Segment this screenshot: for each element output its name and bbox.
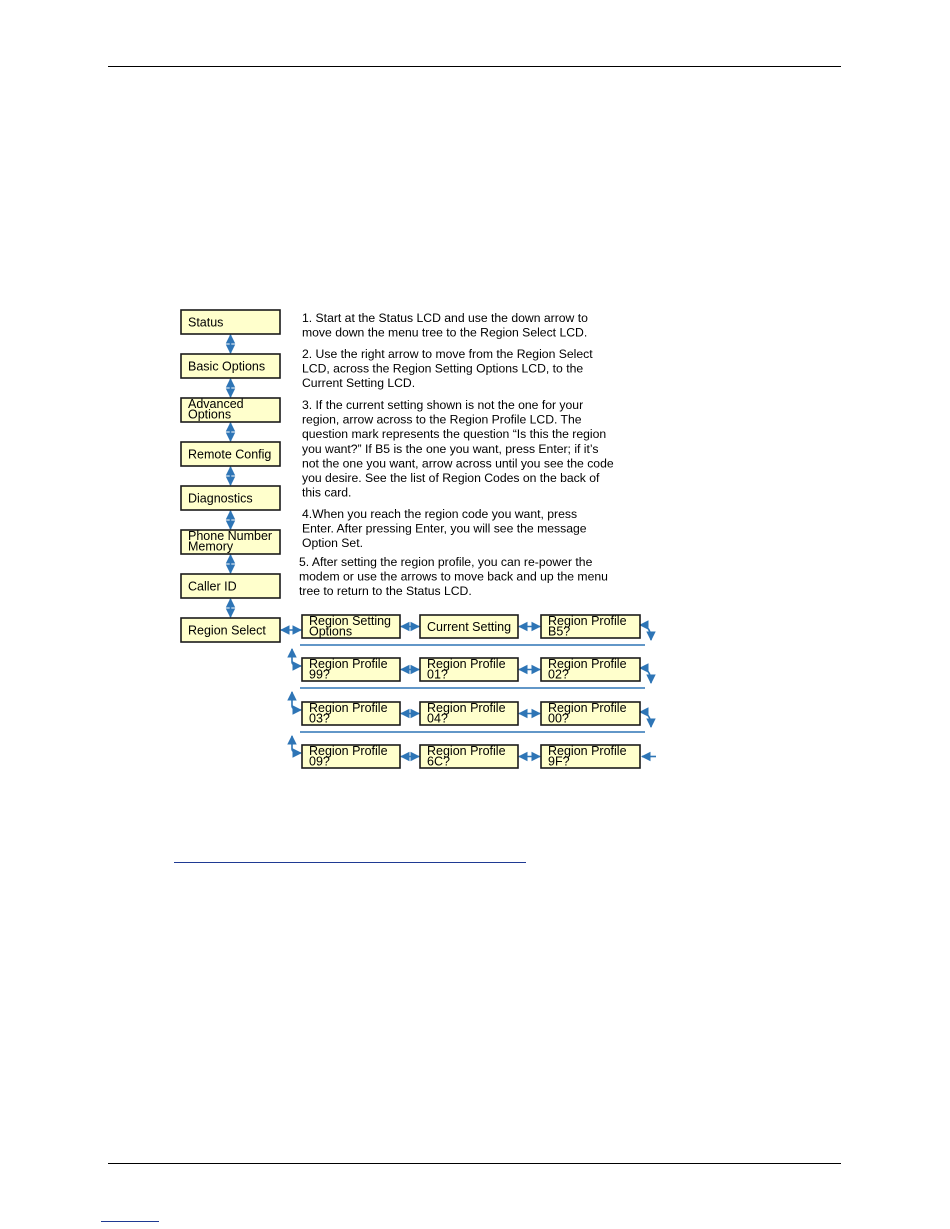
- region-select-lcd: [181, 618, 280, 642]
- caller-id-lcd: [181, 574, 280, 598]
- footer-link-underline[interactable]: [101, 1221, 159, 1222]
- diagnostics-label-line: Diagnostics: [188, 491, 253, 506]
- region-profile-02-label-line: 02?: [548, 667, 569, 682]
- wrap-arrow: [292, 692, 301, 710]
- step-1-line: move down the menu tree to the Region Select LCD.: [302, 325, 588, 340]
- region-profile-03-lcd: [302, 701, 400, 726]
- region-profile-00-label-line: Region Profile: [548, 701, 627, 715]
- status-lcd: [181, 310, 280, 334]
- region-profile-02-label-line: Region Profile: [548, 657, 627, 671]
- phone-number-memory-lcd: [181, 529, 280, 554]
- region-profile-9f-label-line: 9F?: [548, 754, 570, 769]
- wrap-arrow: [292, 649, 301, 666]
- step-4-line: 4.When you reach the region code you want, press: [302, 507, 578, 521]
- wrap-arrow: [640, 668, 651, 683]
- step-2-line: 2. Use the right arrow to move from the Region Select: [302, 347, 593, 361]
- region-profile-00-lcd: [541, 701, 640, 726]
- region-profile-02-lcd: [541, 657, 640, 682]
- region-profile-b5-lcd: [541, 614, 640, 639]
- region-setting-options-label-line: Options: [309, 624, 353, 639]
- region-profile-99-label-line: Region Profile: [309, 657, 388, 671]
- status-label-line: Status: [188, 315, 224, 330]
- region-profile-9f-lcd: [541, 744, 640, 769]
- diagnostics-lcd: [181, 486, 280, 510]
- advanced-options-label-line: Options: [188, 407, 232, 422]
- region-profile-b5-label-line: Region Profile: [548, 614, 627, 628]
- step-3-line: question mark represents the question “Is this the region: [302, 427, 607, 442]
- step-4-line: Enter. After pressing Enter, you will see the message: [302, 521, 587, 536]
- current-setting-label-line: Current Setting: [427, 620, 512, 634]
- step-1-line: 1. Start at the Status LCD and use the down arrow to: [302, 311, 588, 325]
- advanced-options-label-line: Advanced: [188, 397, 244, 411]
- caller-id-label-line: Caller ID: [188, 579, 237, 594]
- region-profile-99-lcd: [302, 657, 400, 682]
- region-select-label-line: Region Select: [188, 623, 266, 638]
- basic-options-lcd: [181, 354, 280, 378]
- remote-config-lcd: [181, 442, 280, 466]
- step-2-line: LCD, across the Region Setting Options LCD, to the: [302, 361, 584, 376]
- wrap-arrow: [292, 736, 301, 753]
- region-setting-options-lcd: [302, 614, 400, 639]
- step-5-line: tree to return to the Status LCD.: [299, 584, 472, 599]
- region-setting-options-label-line: Region Setting: [309, 614, 392, 628]
- step-3-line: 3. If the current setting shown is not the one for your: [302, 398, 584, 412]
- wrap-arrow: [640, 625, 651, 640]
- step-3-line: you desire. See the list of Region Codes on the back of: [302, 471, 600, 485]
- footer-rule: [108, 1163, 841, 1164]
- step-2-line: Current Setting LCD.: [302, 376, 416, 391]
- region-profile-03-label-line: Region Profile: [309, 701, 388, 715]
- current-setting-lcd: [420, 615, 518, 638]
- region-profile-b5-label-line: B5?: [548, 624, 571, 639]
- region-profile-00-label-line: 00?: [548, 711, 569, 726]
- step-3-line: not the one you want, arrow across until you see the code: [302, 456, 614, 471]
- region-profile-04-label-line: 04?: [427, 711, 448, 726]
- step-2-instruction: [302, 347, 593, 390]
- region-profile-04-lcd: [420, 701, 518, 726]
- step-3-line: region, arrow across to the Region Profile LCD. The: [302, 412, 582, 427]
- region-profile-03-label-line: 03?: [309, 711, 330, 726]
- remote-config-label-line: Remote Config: [188, 447, 272, 462]
- region-profile-09-lcd: [302, 744, 400, 769]
- region-profile-09-label-line: Region Profile: [309, 744, 388, 758]
- step-5-line: modem or use the arrows to move back and up the menu: [299, 569, 608, 584]
- region-profile-01-label-line: 01?: [427, 667, 448, 682]
- step-3-line: this card.: [302, 485, 352, 500]
- basic-options-label-line: Basic Options: [188, 359, 266, 374]
- region-profile-01-lcd: [420, 657, 518, 682]
- region-profile-6c-label-line: 6C?: [427, 754, 450, 769]
- wrap-arrow: [640, 712, 651, 727]
- step-3-line: you want?” If B5 is the one you want, press Enter; if it’s: [302, 441, 599, 456]
- step-3-instruction: [302, 398, 614, 500]
- region-profile-99-label-line: 99?: [309, 667, 330, 682]
- step-4-line: Option Set.: [302, 536, 363, 551]
- region-profile-9f-label-line: Region Profile: [548, 744, 627, 758]
- region-profile-01-label-line: Region Profile: [427, 657, 506, 671]
- region-profile-04-label-line: Region Profile: [427, 701, 506, 715]
- step-4-instruction: [302, 507, 587, 550]
- advanced-options-lcd: [181, 397, 280, 422]
- phone-number-memory-label-line: Memory: [188, 539, 234, 554]
- step-1-instruction: [302, 311, 588, 340]
- region-profile-6c-label-line: Region Profile: [427, 744, 506, 758]
- step-5-line: 5. After setting the region profile, you can re-power the: [299, 555, 593, 569]
- phone-number-memory-label-line: Phone Number: [188, 529, 273, 543]
- link-underline[interactable]: [174, 862, 526, 863]
- region-profile-6c-lcd: [420, 744, 518, 769]
- region-profile-09-label-line: 09?: [309, 754, 330, 769]
- step-5-instruction: [299, 555, 608, 598]
